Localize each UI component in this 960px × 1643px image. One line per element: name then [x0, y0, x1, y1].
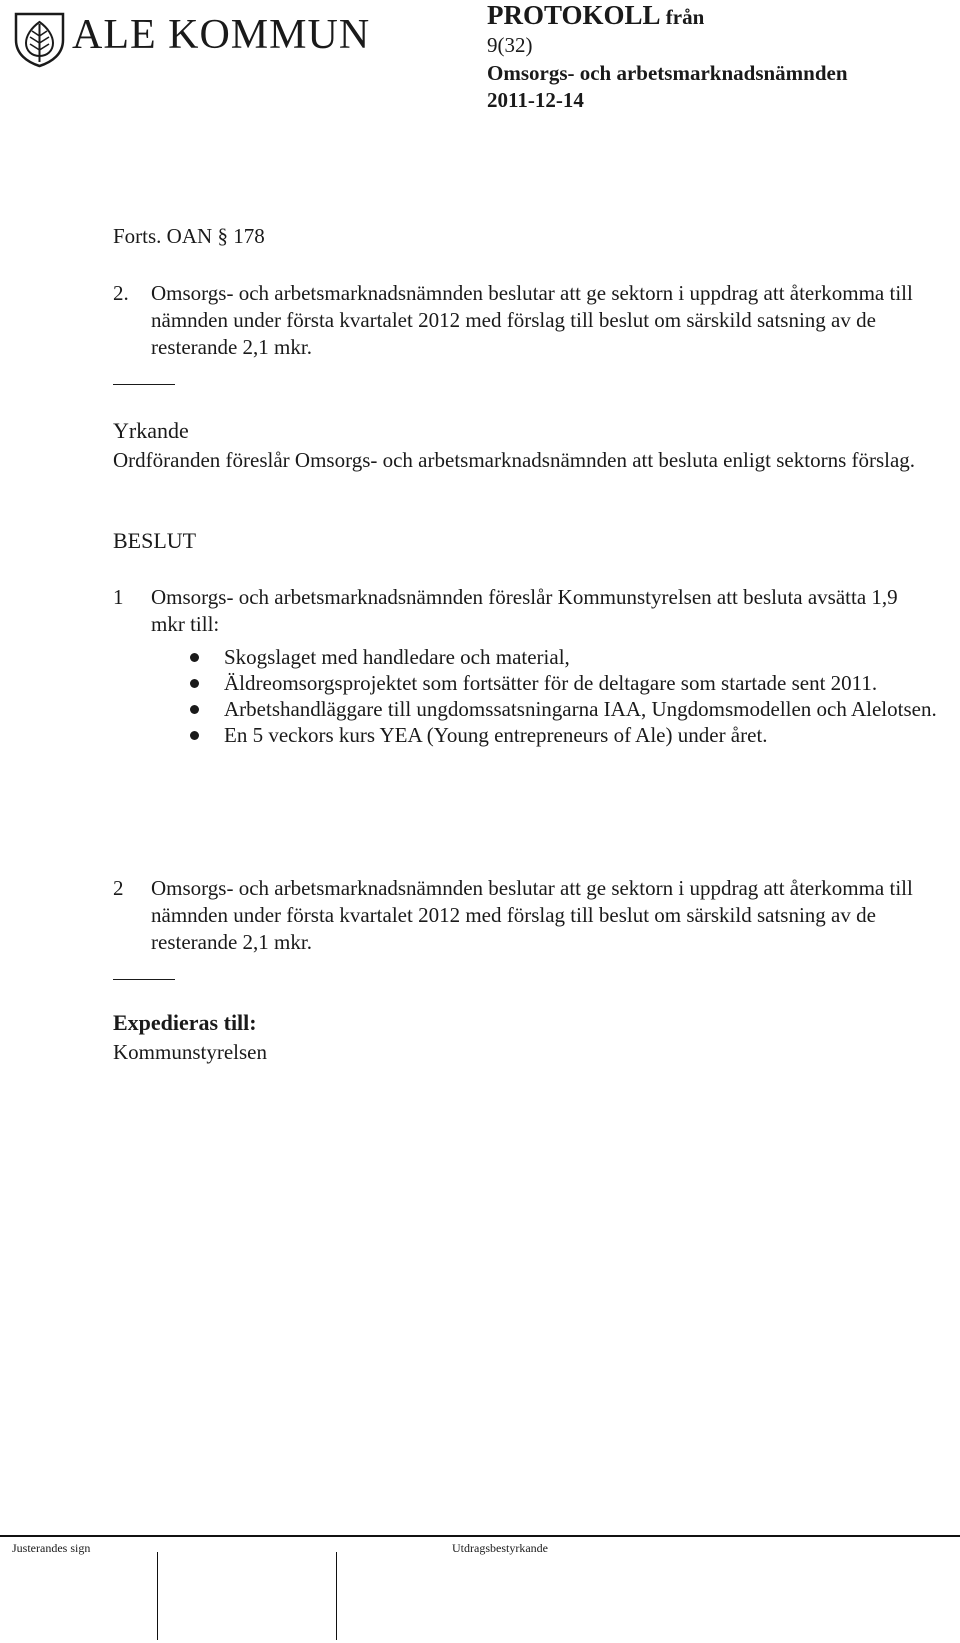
- expedieras-heading: Expedieras till:: [113, 1010, 257, 1035]
- list-item: [190, 644, 940, 670]
- yrkande-text: Ordföranden föreslår Omsorgs- och arbetsmarknadsnämnden att besluta enligt sektorns förslag.: [113, 448, 916, 472]
- ale-kommun-logo-icon: [12, 10, 67, 68]
- extract-label: Utdragsbestyrkande: [452, 1541, 548, 1555]
- intro-item-text: Omsorgs- och arbetsmarknadsnämnden beslutar att ge sektorn i uppdrag att återkomma till nämnden under första kvartalet 2012 med förslag till beslut om särskild satsning av de resterande 2,1 mkr.: [151, 281, 913, 359]
- decision-2-number: 2: [113, 876, 124, 900]
- continuation-line: [113, 223, 265, 250]
- list-item-text: Skogslaget med handledare och material,: [224, 645, 570, 669]
- section-symbol: §: [217, 224, 228, 248]
- section-number: 178: [233, 224, 265, 248]
- footer-rule: [0, 1535, 960, 1537]
- bullet-icon: [190, 731, 199, 740]
- bullet-icon: [190, 653, 199, 662]
- intro-item: [113, 280, 933, 361]
- document-title: [487, 2, 704, 29]
- continuation-label: Forts. OAN: [113, 224, 213, 248]
- decision-1-number: 1: [113, 585, 124, 609]
- beslut-heading: BESLUT: [113, 528, 197, 553]
- list-item: [190, 722, 940, 748]
- section-divider: [113, 384, 175, 385]
- decision-2-text: Omsorgs- och arbetsmarknadsnämnden beslutar att ge sektorn i uppdrag att återkomma till nämnden under första kvartalet 2012 med förslag till beslut om särskild satsning av de resterande 2,1 mkr.: [151, 876, 913, 954]
- list-item-text: Äldreomsorgsprojektet som fortsätter för de deltagare som startade sent 2011.: [224, 671, 878, 695]
- signature-box-divider: [157, 1552, 158, 1640]
- yrkande-heading: Yrkande: [113, 418, 189, 443]
- committee-name: Omsorgs- och arbetsmarknadsnämnden: [487, 61, 848, 85]
- expedieras-recipient: Kommunstyrelsen: [113, 1040, 267, 1064]
- intro-item-number: 2.: [113, 281, 129, 305]
- list-item-text: En 5 veckors kurs YEA (Young entrepreneurs of Ale) under året.: [224, 723, 768, 747]
- decision-1-text: Omsorgs- och arbetsmarknadsnämnden föreslår Kommunstyrelsen att besluta avsätta 1,9 mkr till:: [151, 585, 898, 636]
- decision-2: [113, 875, 933, 956]
- bullet-icon: [190, 705, 199, 714]
- sign-label: Justerandes sign: [12, 1541, 91, 1555]
- signature-box-divider: [336, 1552, 337, 1640]
- list-item: [190, 696, 940, 722]
- list-item: [190, 670, 940, 696]
- page-number: 9(32): [487, 33, 533, 57]
- allocation-list: [190, 644, 940, 748]
- title-suffix: från: [665, 5, 705, 29]
- list-item-text: Arbetshandläggare till ungdomssatsningarna IAA, Ungdomsmodellen och Alelotsen.: [224, 697, 937, 721]
- decision-1: [113, 584, 933, 638]
- bullet-icon: [190, 679, 199, 688]
- meeting-date: 2011-12-14: [487, 88, 584, 112]
- logo-wordmark: ALE KOMMUN: [72, 12, 371, 58]
- title-main: PROTOKOLL: [487, 0, 660, 30]
- section-divider: [113, 979, 175, 980]
